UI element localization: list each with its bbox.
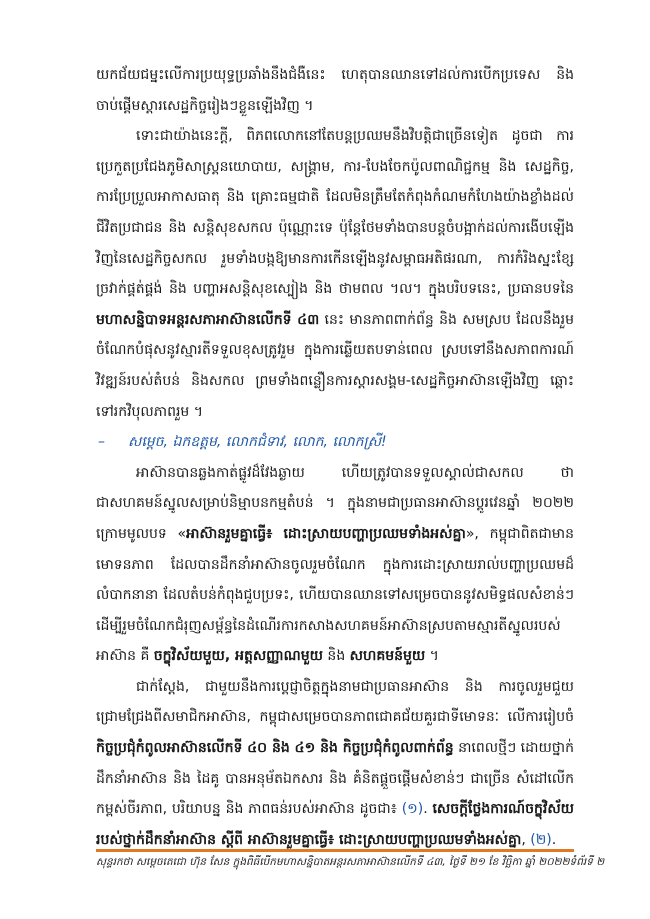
paragraph-4-text-e: . (551, 831, 557, 848)
paragraph-4-text-b: នាពេលថ្មីៗ ដោយថ្នាក់ដឹកនាំអាស៊ាន និង ដៃគូ បានអនុម័តឯកសារ និង គំនិតផ្តួចផ្តើមសំខាន់ៗ ជាច្រើន សំដៅលើកកម្ពស់ចីរភាព, បរិយាបន្ន និង ភាពធន់របស់អាស៊ាន ដូចជា៖ (96, 740, 575, 818)
vision-statement-title: សេចក្តីថ្លែងការណ៍ចក្ខុវិស័យរបស់ថ្នាក់ដឹកនាំអាស៊ាន ស្តីពី អាស៊ានរួមគ្នាធ្វើ៖ ដោះស្រាយបញ្ហាប្រឈមទាំងអស់គ្នា (96, 801, 574, 848)
salutation-text: សម្តេច, ឯកឧត្តម, លោកជំទាវ, លោក, លោកស្រី! (128, 434, 387, 451)
speech-body (96, 60, 574, 855)
one-vision-one-identity: ចក្ខុវិស័យមួយ, អត្តសញ្ញាណមួយ (153, 648, 323, 665)
paragraph-2-text-b: នេះ មានភាពពាក់ព័ន្ធ និង សមស្រប ដែលនឹងរួមចំណែកបំផុសនូវស្មារតីទទួលខុសត្រូវរួម ក្នុងការឆ្លើយតបទាន់ពេល ស្របទៅនឹងសភាពការណ៍វិវឌ្ឍន៍របស់តំបន់ និងសកល ព្រមទាំងពន្លឿនការស្តារសង្គម-សេដ្ឋកិច្ចអាស៊ានឡើងវិញ ឆ្ពោះទៅរកវិបុលភាពរួម ។ (96, 311, 574, 420)
list-marker-1: (១) (401, 801, 424, 818)
one-community: សហគមន៍មួយ (349, 648, 426, 665)
salutation-dash: – (98, 434, 105, 451)
footer-rule (96, 849, 574, 852)
page-number: ទំព័រទី ២ (569, 856, 605, 868)
paragraph-4-text-a: ជាក់ស្តែង, ជាមួយនឹងការប្តេជ្ញាចិត្តក្នុងនាមជាប្រធានអាស៊ាន និង ការចូលរួមជួយជ្រោមជ្រែងពីសមាជិកអាស៊ាន, កម្ពុជាសម្រេចបានភាពជោគជ័យគួរជាទីមោទនៈ លើការរៀបចំ (96, 678, 574, 726)
paragraph-4-text-d: , (521, 831, 531, 848)
conference-title: មហាសន្និបាទអន្តរសភាអាស៊ានលើកទី ៤៣ (96, 311, 320, 328)
list-marker-2: (២) (530, 831, 552, 848)
paragraph-1 (96, 60, 574, 121)
paragraph-4-text-c: . (423, 801, 433, 818)
salutation (96, 427, 574, 458)
summit-title: កិច្ចប្រជុំកំពូលអាស៊ានលើកទី ៤០ និង ៤១ និង កិច្ចប្រជុំកំពូលពាក់ព័ន្ធ (96, 740, 454, 757)
paragraph-1-text: យកជ័យជម្នះលើការប្រយុទ្ធប្រឆាំងនឹងជំងឺនេះ ហេតុបានឈានទៅដល់ការបើកប្រទេស និង ចាប់ផ្តើមស្តារសេដ្ឋកិច្ចរៀងៗខ្លួនឡើងវិញ ។ (96, 67, 574, 114)
paragraph-2-text-a: ទោះជាយ៉ាងនេះក្តី, ពិភពលោកនៅតែបន្តប្រឈមនឹងវិបត្តិជាច្រើនទៀត ដូចជា ការប្រេកួតប្រជែងភូមិសាស្រ្តនយោបាយ, សង្រ្គាម, ការ-បែងចែកប៉ូលពាណិជ្ជកម្ម និង សេដ្ឋកិច្ច, ការប្រែប្រួលអាកាសធាតុ និង គ្រោះធម្មជាតិ ដែលមិនត្រឹមតែកំពុងកំណមកំហែងយ៉ាងខ្លាំងដល់ជីវិតប្រជាជន និង សន្តិសុខសកល ប៉ុណ្ណោះទេ ប៉ុន្តែថែមទាំងបានបន្តចំបង្អាក់ដល់ការងើបឡើងវិញនៃសេដ្ឋកិច្ចសកល រួមទាំងបង្កឱ្យមានការកើនឡើងនូវសម្ពាធអតិផរណា, ការកំរិងស្នះខ្សែច្រវាក់ផ្គត់ផ្គង់ និង បញ្ហាអសន្តិសុខស្បៀង និង ថាមពល ។ល។ ក្នុងបរិបទនេះ, ប្រធានបទនៃ (96, 128, 574, 298)
paragraph-3 (96, 458, 574, 672)
page-footer (96, 856, 605, 871)
paragraph-3-text-a: អាស៊ានបានឆ្លងកាត់ផ្លូវដ៏វែងឆ្ងាយ ហើយត្រូវបានទទួលស្គាល់ជាសកល ថា ជាសហគមន៍ស្នូលសម្រាប់និម្មាបនកម្មតំបន់ ។ ក្នុងនាមជាប្រធានអាស៊ានប្តូរវេនឆ្នាំ ២០២២ ក្រោមមូលបទ « (96, 464, 574, 542)
paragraph-2 (96, 121, 574, 427)
footer-caption: សុន្ទរកថា សម្តេចតេជោ ហ៊ុន សែន ក្នុងពិធីបើកមហាសន្និបាតអន្តរសភាអាស៊ានលើកទី ៤៣, ថ្ងៃទី ២១ ខែ វិច្ឆិកា ឆ្នាំ ២០២២ (96, 856, 570, 868)
paragraph-3-text-d: ។ (425, 648, 439, 665)
asean-theme: អាស៊ានរួមគ្នាធ្វើ៖ ដោះស្រាយបញ្ហាប្រឈមទាំងអស់គ្នា (186, 525, 466, 542)
paragraph-3-text-b: », កម្ពុជាពិតជាមានមោទនភាព ដែលបានដឹកនាំអាស៊ានចូលរួមចំណែក ក្នុងការដោះស្រាយរាល់បញ្ហាប្រឈមដ៏លំបាកនានា ដែលតំបន់កំពុងជួបប្រទះ, ហើយបានឈានទៅសម្រេចបាននូវសមិទ្ធផលសំខាន់ៗ ដើម្បីរួមចំណែកជំរុញសម្ព័ន្ធនៃដំណើរការកសាងសហគមន៍អាស៊ានស្របតាមស្មារតីស្នូលរបស់អាស៊ាន គឺ (96, 525, 575, 665)
paragraph-3-text-c: និង (322, 648, 350, 665)
paragraph-4 (96, 672, 574, 856)
